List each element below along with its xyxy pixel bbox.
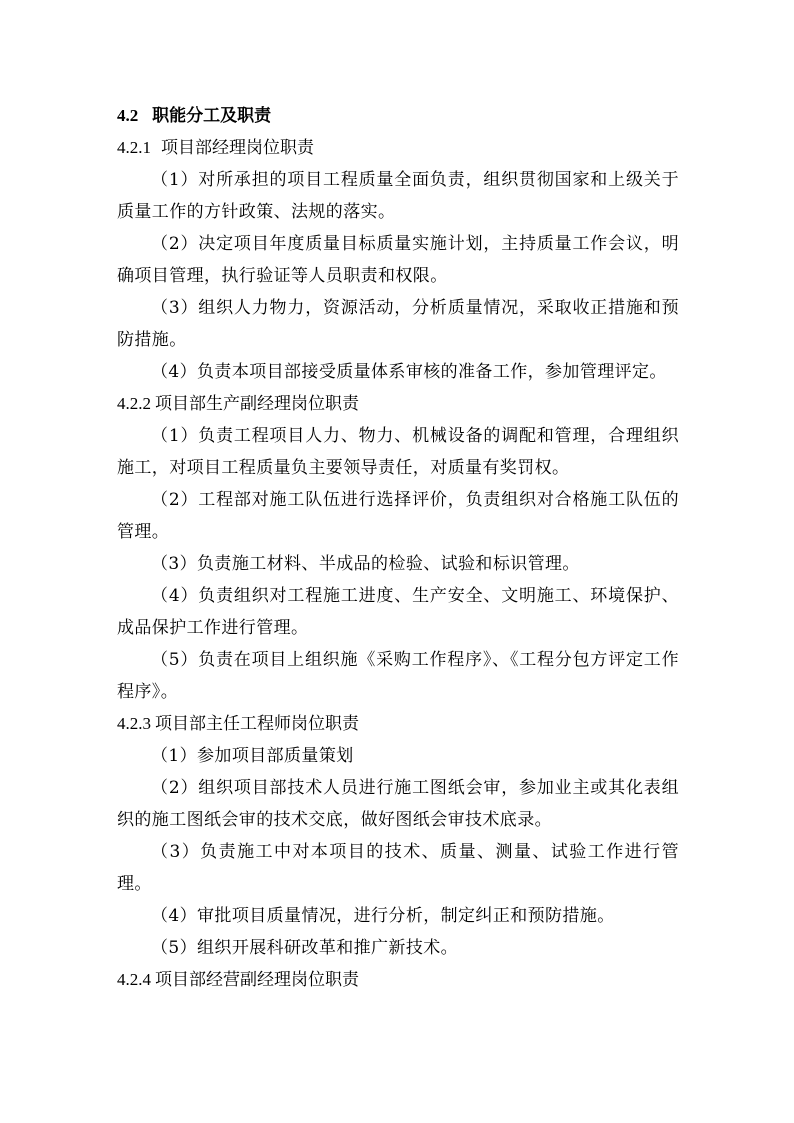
paragraph-item: （3）负责施工材料、半成品的检验、试验和标识管理。 xyxy=(151,554,580,574)
paragraph-item: （2）工程部对施工队伍进行选择评价，负责组织对合格施工队伍的管理。 xyxy=(117,490,679,542)
subsection-number: 4.2.2 xyxy=(117,394,151,413)
subsection-heading-4-2-2 xyxy=(117,388,679,420)
paragraph-item: （1）对所承担的项目工程质量全面负责，组织贯彻国家和上级关于质量工作的方针政策、法规的落实。 xyxy=(117,170,679,222)
paragraph-item: （5）负责在项目上组织施《采购工作程序》、《工程分包方评定工作程序》。 xyxy=(117,650,679,702)
subsection-number: 4.2.3 xyxy=(117,714,151,733)
paragraph-item: （5）组织开展科研改革和推广新技术。 xyxy=(151,938,459,958)
subsection-heading-4-2-4 xyxy=(117,964,679,996)
paragraph-item: （2）决定项目年度质量目标质量实施计划，主持质量工作会议，明确项目管理，执行验证等人员职责和权限。 xyxy=(117,234,679,286)
paragraph-item: （3）组织人力物力，资源活动，分析质量情况，采取收正措施和预防措施。 xyxy=(117,298,679,350)
paragraph-item: （1）负责工程项目人力、物力、机械设备的调配和管理，合理组织施工，对项目工程质量负主要领导责任，对质量有奖罚权。 xyxy=(117,426,679,478)
paragraph-item: （4）审批项目质量情况，进行分析，制定纠正和预防措施。 xyxy=(151,906,615,926)
paragraph-item: （1）参加项目部质量策划 xyxy=(151,746,354,766)
paragraph-item: （4）负责组织对工程施工进度、生产安全、文明施工、环境保护、成品保护工作进行管理。 xyxy=(117,586,679,638)
section-number: 4.2 xyxy=(117,106,139,125)
subsection-title: 项目部主任工程师岗位职责 xyxy=(155,714,359,734)
subsection-number: 4.2.1 xyxy=(117,138,151,157)
subsection-title: 项目部经营副经理岗位职责 xyxy=(155,970,359,990)
section-heading xyxy=(117,100,679,132)
subsection-heading-4-2-1 xyxy=(117,132,679,164)
subsection-heading-4-2-3 xyxy=(117,708,679,740)
document-body xyxy=(117,100,679,996)
paragraph-item: （2）组织项目部技术人员进行施工图纸会审，参加业主或其化表组织的施工图纸会审的技术交底，做好图纸会审技术底录。 xyxy=(117,778,679,830)
section-title: 职能分工及职责 xyxy=(152,106,272,126)
paragraph-item: （3）负责施工中对本项目的技术、质量、测量、试验工作进行管理。 xyxy=(117,842,679,894)
subsection-title: 项目部生产副经理岗位职责 xyxy=(155,394,359,414)
subsection-number: 4.2.4 xyxy=(117,970,151,989)
subsection-title: 项目部经理岗位职责 xyxy=(161,138,314,158)
paragraph-item: （4）负责本项目部接受质量体系审核的准备工作，参加管理评定。 xyxy=(151,362,667,382)
